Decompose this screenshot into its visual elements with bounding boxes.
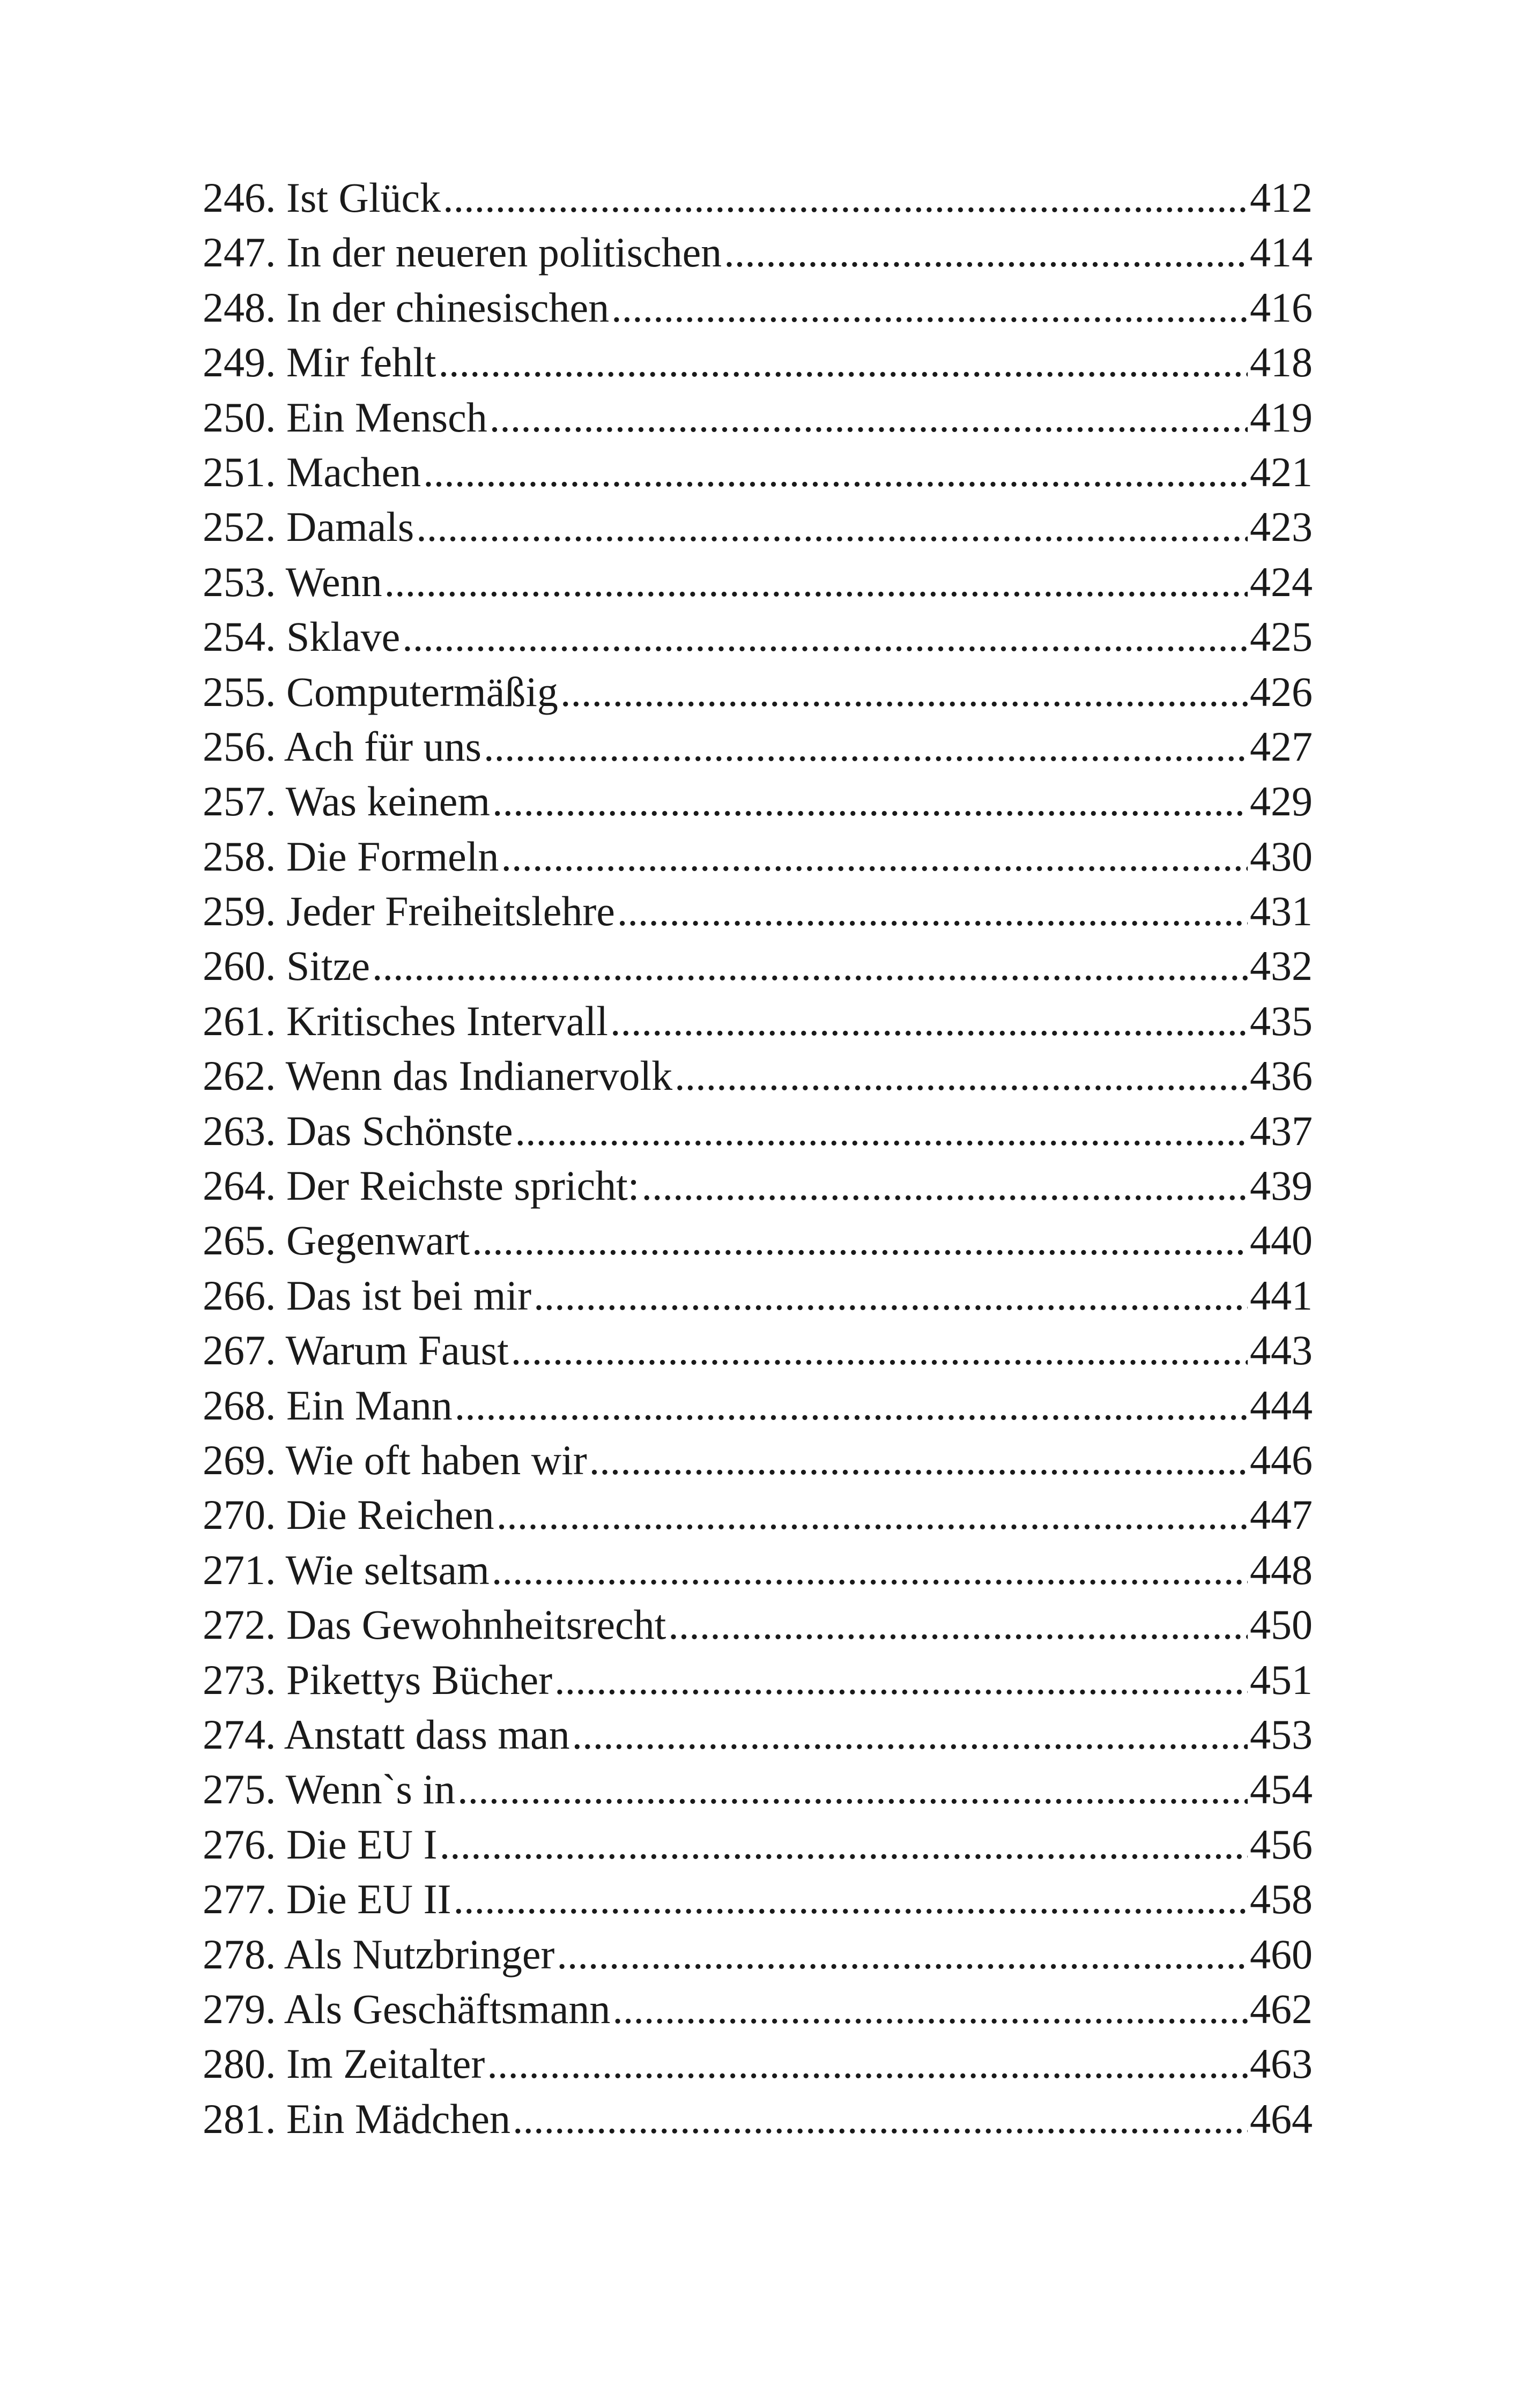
toc-entry bbox=[203, 1378, 1313, 1433]
toc-entry bbox=[203, 1982, 1313, 2037]
entry-page-number: 412 bbox=[1250, 174, 1313, 221]
entry-title: 248. In der chinesischen bbox=[203, 284, 610, 331]
toc-entry bbox=[203, 1707, 1313, 1762]
dot-leader bbox=[454, 1872, 1248, 1927]
toc-entry bbox=[203, 719, 1313, 774]
entry-page-number: 426 bbox=[1250, 668, 1313, 715]
dot-leader bbox=[589, 1433, 1248, 1488]
dot-leader bbox=[513, 2092, 1248, 2146]
entry-title: 251. Machen bbox=[203, 448, 421, 495]
entry-page-number: 430 bbox=[1250, 833, 1313, 880]
dot-leader bbox=[487, 2037, 1248, 2091]
dot-leader bbox=[501, 829, 1248, 884]
dot-leader bbox=[560, 665, 1248, 719]
entry-page-number: 451 bbox=[1250, 1656, 1313, 1703]
entry-title: 272. Das Gewohnheitsrecht bbox=[203, 1601, 666, 1648]
toc-entry bbox=[203, 1158, 1313, 1213]
entry-title: 279. Als Geschäftsmann bbox=[203, 1985, 611, 2032]
entry-title: 250. Ein Mensch bbox=[203, 393, 487, 441]
toc-entry bbox=[203, 335, 1313, 390]
entry-page-number: 462 bbox=[1250, 1985, 1313, 2032]
dot-leader bbox=[492, 774, 1248, 829]
toc-entry bbox=[203, 829, 1313, 884]
entry-title: 275. Wenn`s in bbox=[203, 1766, 456, 1813]
entry-title: 270. Die Reichen bbox=[203, 1491, 494, 1539]
dot-leader bbox=[557, 1927, 1248, 1982]
entry-page-number: 458 bbox=[1250, 1876, 1313, 1923]
entry-page-number: 416 bbox=[1250, 284, 1313, 331]
toc-entry bbox=[203, 1927, 1313, 1982]
toc-entry bbox=[203, 1433, 1313, 1488]
toc-entry bbox=[203, 1323, 1313, 1378]
dot-leader bbox=[724, 225, 1248, 280]
toc-entry bbox=[203, 1488, 1313, 1542]
dot-leader bbox=[497, 1488, 1248, 1542]
entry-title: 263. Das Schönste bbox=[203, 1107, 513, 1154]
entry-title: 281. Ein Mädchen bbox=[203, 2095, 511, 2142]
entry-title: 266. Das ist bei mir bbox=[203, 1272, 532, 1319]
toc-entry bbox=[203, 1104, 1313, 1158]
entry-page-number: 460 bbox=[1250, 1930, 1313, 1978]
entry-page-number: 443 bbox=[1250, 1327, 1313, 1374]
dot-leader bbox=[443, 170, 1248, 225]
toc-entry bbox=[203, 1597, 1313, 1652]
entry-page-number: 436 bbox=[1250, 1052, 1313, 1099]
dot-leader bbox=[484, 719, 1248, 774]
dot-leader bbox=[511, 1323, 1248, 1378]
dot-leader bbox=[612, 1982, 1248, 2037]
entry-page-number: 437 bbox=[1250, 1107, 1313, 1154]
dot-leader bbox=[438, 335, 1248, 390]
toc-entry bbox=[203, 1817, 1313, 1872]
dot-leader bbox=[455, 1378, 1248, 1433]
entry-page-number: 463 bbox=[1250, 2040, 1313, 2087]
entry-page-number: 439 bbox=[1250, 1162, 1313, 1209]
entry-page-number: 432 bbox=[1250, 942, 1313, 990]
entry-title: 249. Mir fehlt bbox=[203, 339, 436, 386]
dot-leader bbox=[554, 1653, 1248, 1707]
dot-leader bbox=[668, 1597, 1248, 1652]
toc-entry bbox=[203, 1872, 1313, 1927]
toc-entry bbox=[203, 1653, 1313, 1707]
toc-entry bbox=[203, 774, 1313, 829]
entry-page-number: 425 bbox=[1250, 613, 1313, 660]
entry-page-number: 424 bbox=[1250, 558, 1313, 605]
entry-title: 277. Die EU II bbox=[203, 1876, 451, 1923]
entry-page-number: 444 bbox=[1250, 1381, 1313, 1429]
entry-title: 260. Sitze bbox=[203, 942, 370, 990]
table-of-contents bbox=[203, 170, 1313, 2146]
entry-page-number: 423 bbox=[1250, 503, 1313, 551]
toc-entry bbox=[203, 1762, 1313, 1817]
entry-title: 280. Im Zeitalter bbox=[203, 2040, 485, 2087]
toc-entry bbox=[203, 555, 1313, 610]
entry-page-number: 431 bbox=[1250, 888, 1313, 935]
dot-leader bbox=[611, 280, 1248, 335]
toc-entry bbox=[203, 1213, 1313, 1268]
toc-entry bbox=[203, 445, 1313, 500]
dot-leader bbox=[641, 1158, 1248, 1213]
entry-page-number: 414 bbox=[1250, 229, 1313, 276]
toc-entry bbox=[203, 665, 1313, 719]
entry-title: 278. Als Nutzbringer bbox=[203, 1930, 555, 1978]
entry-title: 261. Kritisches Intervall bbox=[203, 997, 608, 1044]
entry-page-number: 418 bbox=[1250, 339, 1313, 386]
entry-title: 273. Pikettys Bücher bbox=[203, 1656, 553, 1703]
dot-leader bbox=[372, 939, 1248, 993]
dot-leader bbox=[490, 390, 1248, 445]
entry-title: 262. Wenn das Indianervolk bbox=[203, 1052, 673, 1099]
entry-title: 246. Ist Glück bbox=[203, 174, 441, 221]
dot-leader bbox=[533, 1268, 1248, 1323]
entry-title: 276. Die EU I bbox=[203, 1820, 438, 1868]
entry-title: 253. Wenn bbox=[203, 558, 382, 605]
entry-page-number: 435 bbox=[1250, 997, 1313, 1044]
entry-title: 255. Computermäßig bbox=[203, 668, 558, 715]
toc-entry bbox=[203, 225, 1313, 280]
entry-title: 264. Der Reichste spricht: bbox=[203, 1162, 640, 1209]
toc-entry bbox=[203, 994, 1313, 1049]
toc-entry bbox=[203, 884, 1313, 939]
dot-leader bbox=[440, 1817, 1248, 1872]
entry-title: 259. Jeder Freiheitslehre bbox=[203, 888, 615, 935]
entry-page-number: 441 bbox=[1250, 1272, 1313, 1319]
entry-title: 252. Damals bbox=[203, 503, 414, 551]
entry-page-number: 419 bbox=[1250, 393, 1313, 441]
entry-title: 269. Wie oft haben wir bbox=[203, 1436, 587, 1483]
entry-title: 271. Wie seltsam bbox=[203, 1546, 490, 1593]
entry-title: 256. Ach für uns bbox=[203, 723, 481, 770]
toc-entry bbox=[203, 610, 1313, 664]
entry-page-number: 446 bbox=[1250, 1436, 1313, 1483]
entry-page-number: 427 bbox=[1250, 723, 1313, 770]
dot-leader bbox=[472, 1213, 1248, 1268]
entry-page-number: 453 bbox=[1250, 1711, 1313, 1758]
dot-leader bbox=[492, 1543, 1248, 1597]
entry-title: 265. Gegenwart bbox=[203, 1217, 470, 1264]
entry-title: 254. Sklave bbox=[203, 613, 401, 660]
entry-title: 257. Was keinem bbox=[203, 778, 491, 825]
toc-entry bbox=[203, 280, 1313, 335]
entry-title: 268. Ein Mann bbox=[203, 1381, 453, 1429]
entry-page-number: 447 bbox=[1250, 1491, 1313, 1539]
toc-entry bbox=[203, 2037, 1313, 2091]
entry-title: 274. Anstatt dass man bbox=[203, 1711, 570, 1758]
toc-entry bbox=[203, 390, 1313, 445]
dot-leader bbox=[515, 1104, 1248, 1158]
dot-leader bbox=[572, 1707, 1248, 1762]
entry-page-number: 450 bbox=[1250, 1601, 1313, 1648]
dot-leader bbox=[457, 1762, 1248, 1817]
entry-page-number: 429 bbox=[1250, 778, 1313, 825]
entry-title: 247. In der neueren politischen bbox=[203, 229, 722, 276]
dot-leader bbox=[675, 1049, 1248, 1103]
toc-entry bbox=[203, 1543, 1313, 1597]
toc-entry bbox=[203, 2092, 1313, 2146]
entry-page-number: 440 bbox=[1250, 1217, 1313, 1264]
entry-page-number: 454 bbox=[1250, 1766, 1313, 1813]
entry-page-number: 456 bbox=[1250, 1820, 1313, 1868]
entry-title: 267. Warum Faust bbox=[203, 1327, 509, 1374]
entry-title: 258. Die Formeln bbox=[203, 833, 499, 880]
toc-entry bbox=[203, 939, 1313, 993]
entry-page-number: 464 bbox=[1250, 2095, 1313, 2142]
dot-leader bbox=[402, 610, 1248, 664]
entry-page-number: 421 bbox=[1250, 448, 1313, 495]
toc-entry bbox=[203, 1049, 1313, 1103]
dot-leader bbox=[610, 994, 1248, 1049]
toc-entry bbox=[203, 170, 1313, 225]
entry-page-number: 448 bbox=[1250, 1546, 1313, 1593]
dot-leader bbox=[384, 555, 1248, 610]
toc-entry bbox=[203, 500, 1313, 554]
dot-leader bbox=[423, 445, 1248, 500]
toc-entry bbox=[203, 1268, 1313, 1323]
dot-leader bbox=[617, 884, 1248, 939]
dot-leader bbox=[416, 500, 1248, 554]
